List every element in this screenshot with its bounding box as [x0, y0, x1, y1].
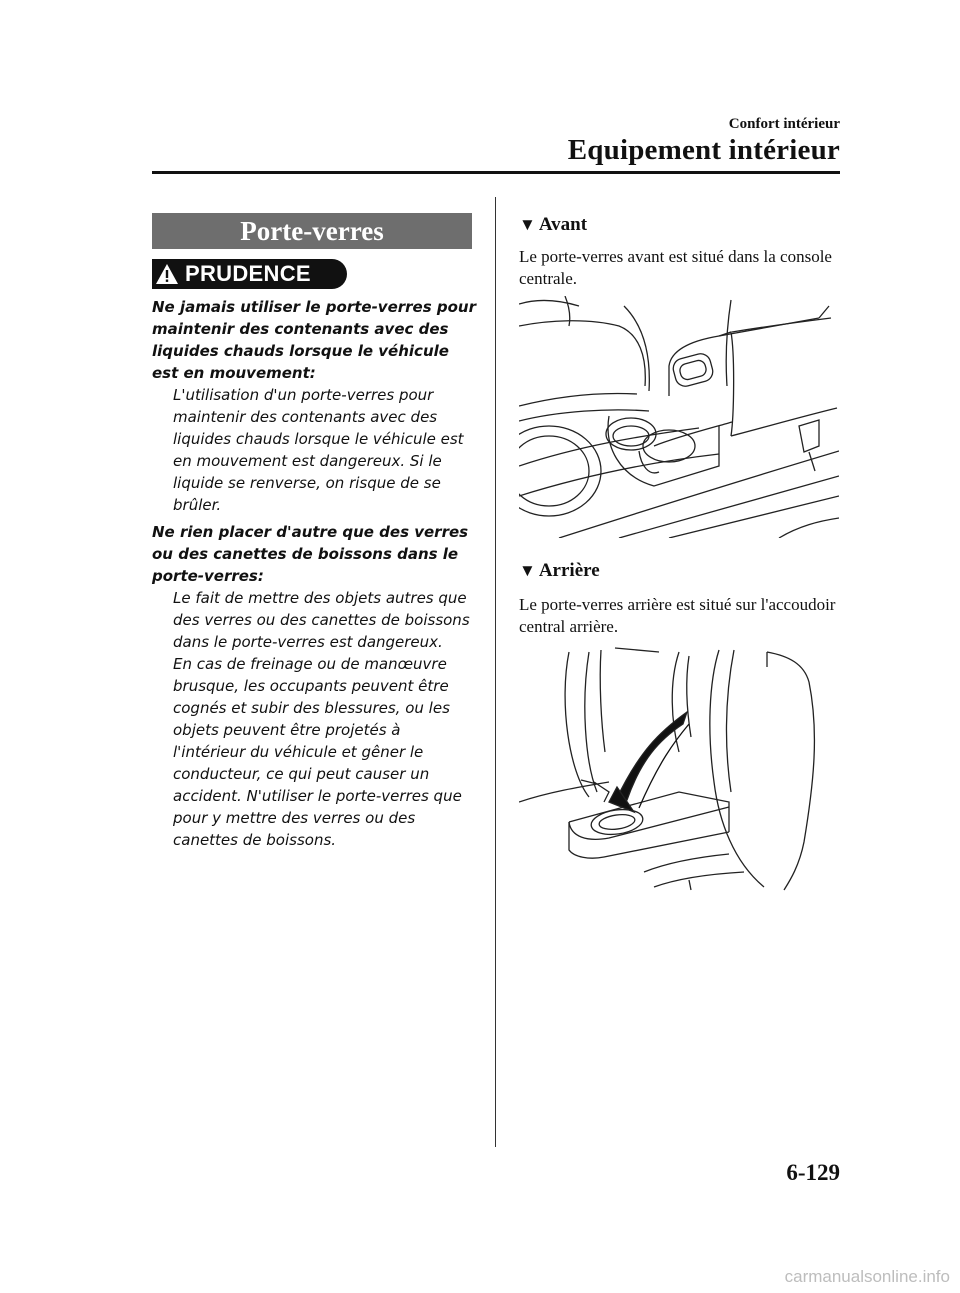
subheading-rear-label: Arrière [538, 560, 600, 581]
warning-heading: Ne rien placer d'autre que des verres ou des canettes de boissons dans le porte-verres: [152, 523, 469, 585]
caution-label: PRUDENCE [185, 261, 311, 286]
front-description: Le porte-verres avant est situé dans la console centrale. [519, 247, 832, 288]
triangle-down-icon: ▼ [519, 215, 536, 234]
rear-cup-holder-illustration [519, 642, 839, 892]
rear-description: Le porte-verres arrière est situé sur l'accoudoir central arrière. [519, 595, 836, 636]
front-cup-holder-illustration [519, 296, 839, 538]
caution-banner [152, 259, 347, 289]
subheading-rear [519, 560, 600, 582]
watermark: carmanualsonline.info [784, 1267, 950, 1286]
topic-title: Porte-verres [152, 213, 472, 249]
warning-body: Le fait de mettre des objets autres que des verres ou des canettes de boissons dans le porte-verres est dangereux. [173, 589, 470, 651]
section-title: Equipement intérieur [567, 134, 840, 166]
warning-block-objects [152, 521, 477, 851]
warning-heading: Ne jamais utiliser le porte-verres pour maintenir des contenants avec des liquides chauds lorsque le véhicule est en mouvement: [152, 298, 476, 382]
warning-body-continued: En cas de freinage ou de manœuvre brusque, les occupants peuvent être cognés et subir des blessures, ou les objets peuvent être projetés à l'intérieur du véhicule et gêner le conducteur, ce qui peut causer un accident. N'utiliser le porte-verres que pour y mettre des verres ou des canettes de boissons. [173, 655, 462, 849]
subheading-front [519, 214, 587, 236]
warning-body: L'utilisation d'un porte-verres pour maintenir des contenants avec des liquides chauds lorsque le véhicule est en mouvement est dangereux. Si le liquide se renverse, on risque de se brûler. [173, 386, 464, 514]
header-rule [152, 171, 840, 174]
column-divider [495, 197, 496, 1147]
warning-block-hot-liquids [152, 296, 477, 516]
subheading-front-label: Avant [538, 214, 588, 235]
page-number: 6-129 [786, 1160, 840, 1185]
chapter-title: Confort intérieur [728, 116, 840, 132]
warning-triangle-icon [155, 263, 179, 285]
triangle-down-icon: ▼ [519, 561, 536, 580]
